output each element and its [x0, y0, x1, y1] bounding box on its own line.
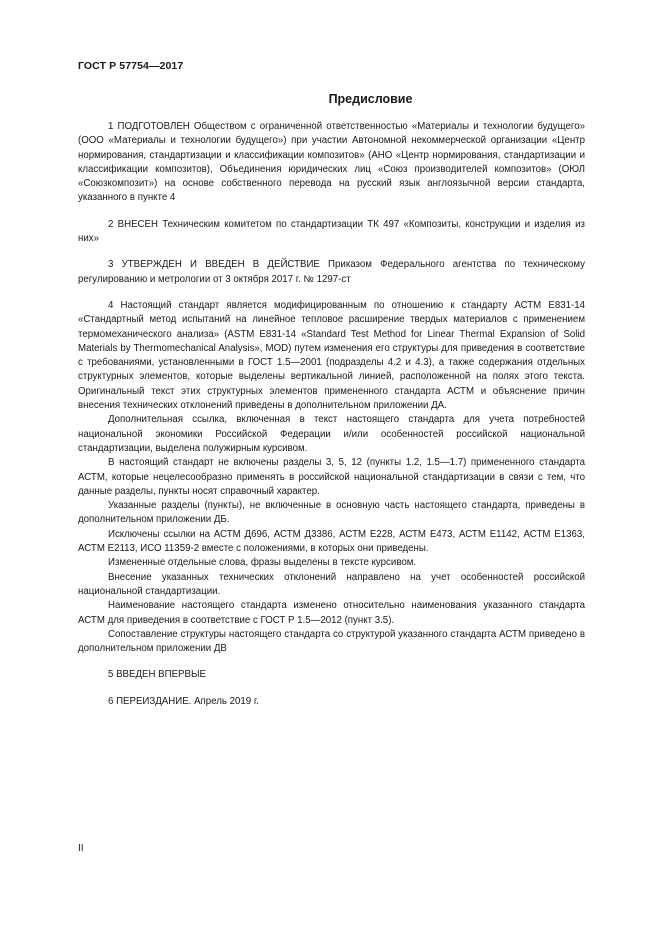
paragraph-item-3: 3 УТВЕРЖДЕН И ВВЕДЕН В ДЕЙСТВИЕ Приказом Федерального агентства по техническому регулированию и метрологии от 3 октября 2017 г. № 1297-ст — [78, 259, 585, 285]
page-title: Предисловие — [328, 92, 413, 106]
paragraph-item-4: 4 Настоящий стандарт является модифицированным по отношению к стандарту АСТМ Е831-14 «Стандартный метод испытаний на линейное тепловое расширение твердых материалов с применением термомеханического анализа» (ASTM E831-14 «Standard Test Method for Linear Thermal Expansion of Solid Materials by Thermomechanical Analysis», MOD) путем изменения его структуры для приведения в соответствие с требованиями, установленными в ГОСТ 1.5—2001 (подразделы 4.2 и 4.3), а также содержания отдельных структурных элементов, которые выделены вертикальной линией, расположенной на полях этого текста. Оригинальный текст этих структурных элементов примененного стандарта АСТМ и объяснение причин внесения технических отклонений приведены в дополнительном приложении ДА. — [78, 299, 585, 412]
standard-code-header: ГОСТ Р 57754—2017 — [78, 60, 184, 72]
paragraph-item-6: 6 ПЕРЕИЗДАНИЕ. Апрель 2019 г. — [108, 695, 259, 707]
paragraph-item-1: 1 ПОДГОТОВЛЕН Обществом с ограниченной ответственностью «Материалы и технологии будущего» (ООО «Материалы и технологии будущего») при участии Автономной некоммерческой организации «Центр нормирования, стандартизации и классификации композитов» (АНО «Центр нормирования, стандартизации и классификации композитов), Объединения юридических лиц «Союз производителей композитов» (ОЮЛ «Союзкомпозит») на основе собственного перевода на русский язык англоязычной версии стандарта, указанного в пункте 4 — [78, 121, 585, 204]
paragraph-structure-comparison: Сопоставление структуры настоящего стандарта со структурой указанного стандарта АСТМ приведено в дополнительном приложении ДВ — [78, 628, 585, 655]
paragraph-appendix-db: Указанные разделы (пункты), не включенные в основную часть настоящего стандарта, приведены в дополнительном приложении ДБ. — [78, 500, 585, 526]
paragraph-name-change: Наименование настоящего стандарта изменено относительно наименования указанного стандарта АСТМ для приведения в соответствие с ГОСТ Р 1.5—2012 (пункт 3.5). — [78, 600, 585, 626]
paragraph-excluded-sections: В настоящий стандарт не включены разделы 3, 5, 12 (пункты 1.2, 1.5—1.7) примененного стандарта АСТМ, которые нецелесообразно применять в российской национальной стандартизации в связи с тем, что данные разделы, пункты носят справочный характер. — [78, 457, 585, 497]
page-number: II — [78, 843, 84, 854]
paragraph-additional-reference: Дополнительная ссылка, включенная в текст настоящего стандарта для учета потребностей национальной экономики Российской Федерации и/или особенностей российской национальной стандартизации, выделена полужирным курсивом. — [78, 414, 585, 454]
paragraph-item-2: 2 ВНЕСЕН Техническим комитетом по стандартизации ТК 497 «Композиты, конструкции и изделия из них» — [78, 218, 585, 245]
foreword-body — [78, 120, 585, 709]
paragraph-italic-note: Измененные отдельные слова, фразы выделены в тексте курсивом. — [108, 557, 417, 569]
paragraph-deviations-note: Внесение указанных технических отклонений направлено на учет особенностей российской национальной стандартизации. — [78, 571, 585, 597]
paragraph-item-5: 5 ВВЕДЕН ВПЕРВЫЕ — [108, 669, 207, 681]
paragraph-excluded-references: Исключены ссылки на АСТМ Д696, АСТМ Д3386, АСТМ Е228, АСТМ Е473, АСТМ Е1142, АСТМ Е1363, АСТМ Е2113, ИСО 11359-2 вместе с положениями, в которых они приведены. — [78, 528, 585, 555]
